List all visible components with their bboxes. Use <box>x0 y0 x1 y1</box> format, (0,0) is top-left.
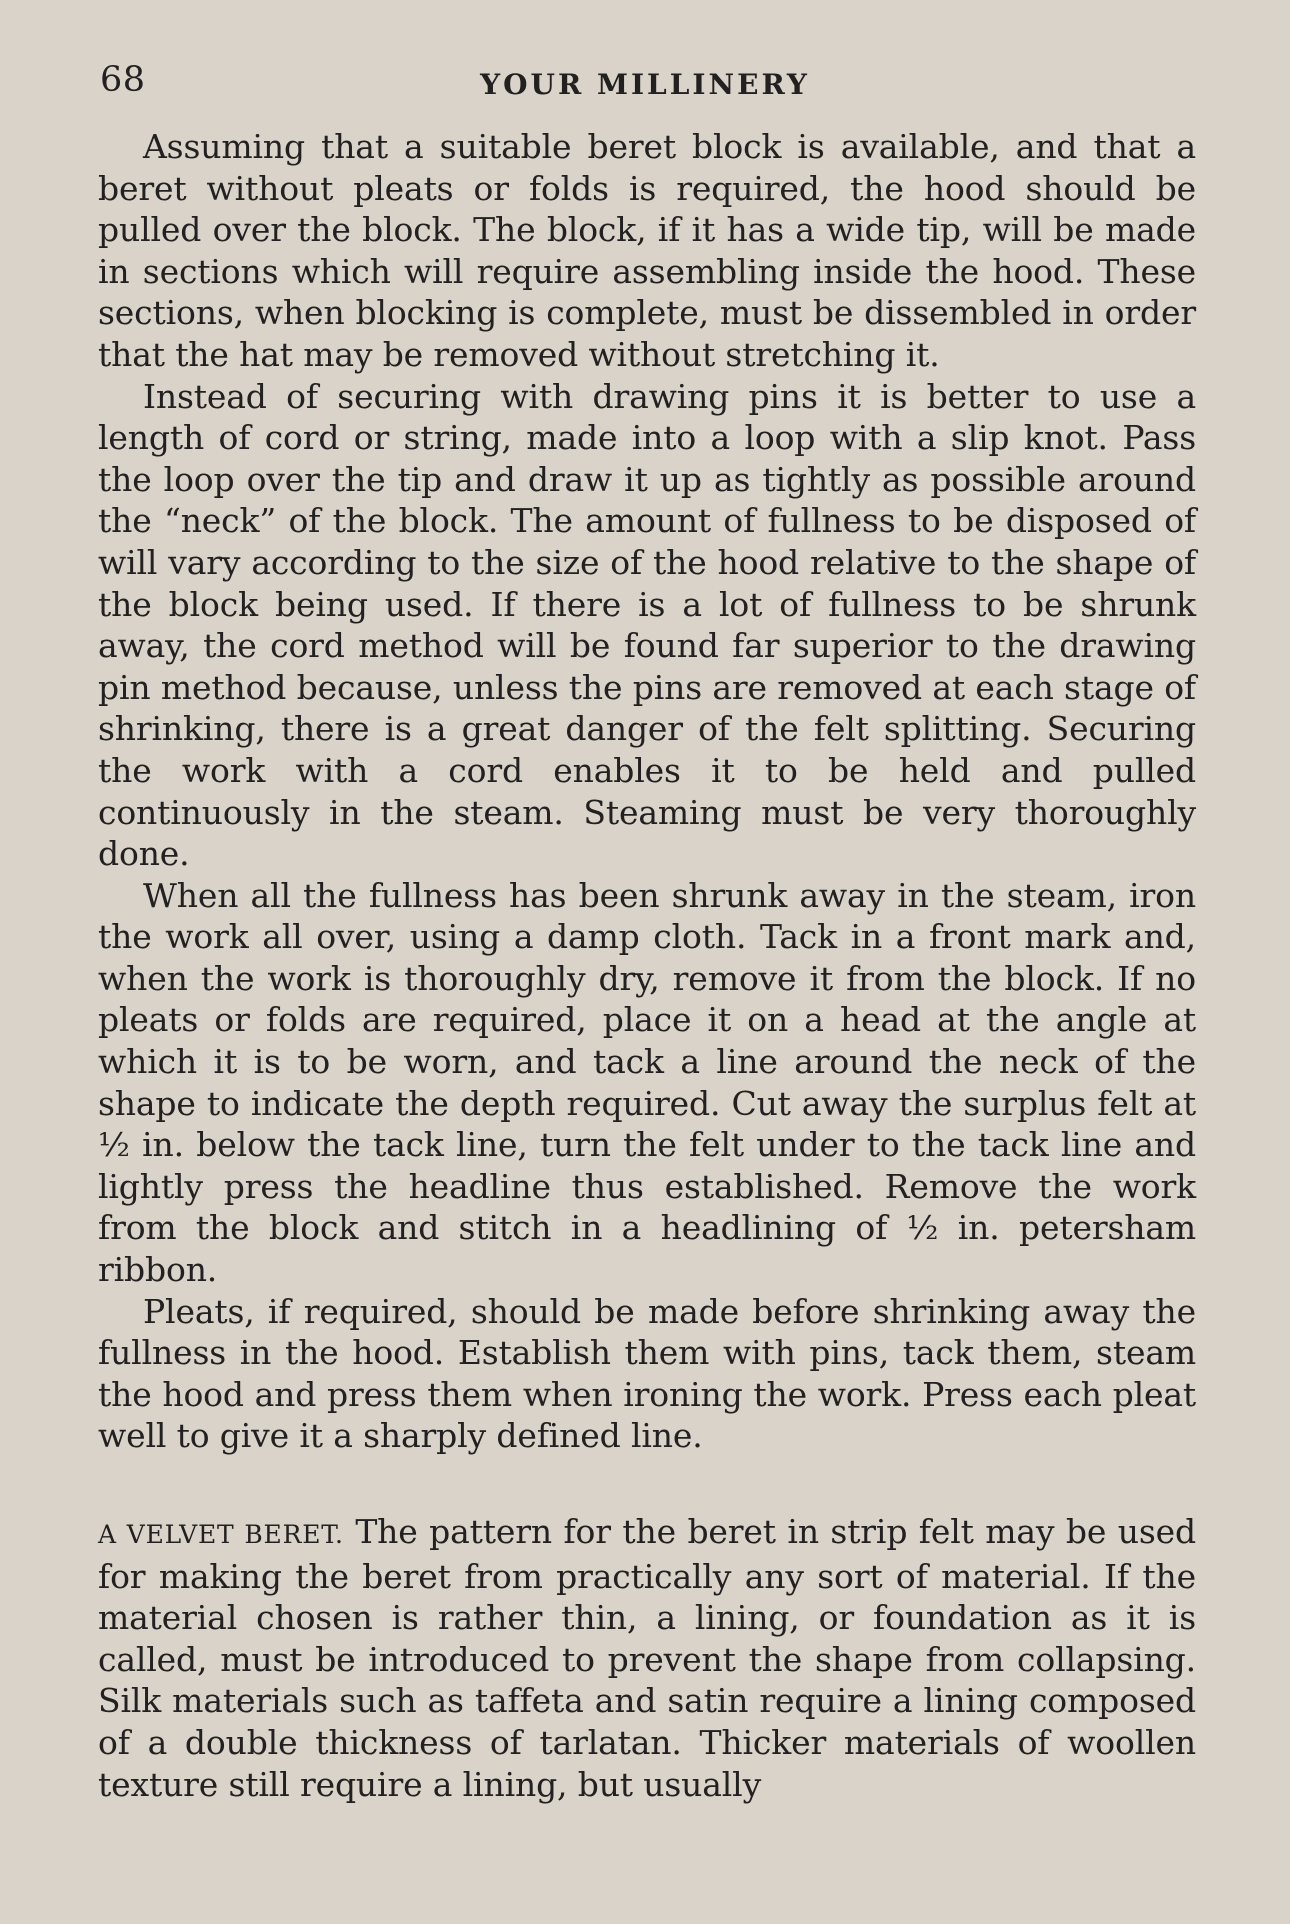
paragraph-pleats: Pleats, if required, should be made before shrinking away the fullness in the hood. Establish them with pins, tack them, steam the hood and press them when ironing the work. Press each pleat well to give it a sharply defined line. <box>98 1291 1196 1456</box>
running-head: YOUR MILLINERY <box>480 68 810 101</box>
section-text: The pattern for the beret in strip felt may be used for making the beret from practically any sort of material. If the material chosen is rather thin, a lining, or foundation as it is called, must be introduced to prevent the shape from collapsing. Silk materials such as taffeta and satin require a lining composed of a double thickness of tarlatan. Thicker materials of woollen texture still require a lining, but usually <box>98 1512 1196 1804</box>
page-number: 68 <box>100 60 146 100</box>
paragraph-beret-block: Assuming that a suitable beret block is available, and that a beret without pleats or folds is required, the hood should be pulled over the block. The block, if it has a wide tip, will be made in sections which will require assembling inside the hood. These sections, when blocking is complete, must be dissembled in order that the hat may be removed without stretching it. <box>98 127 1196 374</box>
body-text <box>98 126 1196 1805</box>
paragraph-ironing: When all the fullness has been shrunk away in the steam, iron the work all over, using a damp cloth. Tack in a front mark and, when the work is thoroughly dry, remove it from the block. If no pleats or folds are required, place it on a head at the angle at which it is to be worn, and tack a line around the neck of the shape to indicate the depth required. Cut away the surplus felt at ½ in. below the tack line, turn the felt under to the tack line and lightly press the headline thus established. Remove the work from the block and stitch in a headlining of ½ in. petersham ribbon. <box>98 875 1196 1290</box>
paragraph-velvet-beret <box>98 1511 1196 1805</box>
section-title: A VELVET BERET. <box>98 1520 344 1549</box>
paragraph-cord-method: Instead of securing with drawing pins it is better to use a length of cord or string, made into a loop with a slip knot. Pass the loop over the tip and draw it up as tightly as possible around the “neck” of the block. The amount of fullness to be disposed of will vary according to the size of the hood relative to the shape of the block being used. If there is a lot of fullness to be shrunk away, the cord method will be found far superior to the drawing pin method because, unless the pins are removed at each stage of shrinking, there is a great danger of the felt splitting. Securing the work with a cord enables it to be held and pulled continuously in the steam. Steaming must be very thoroughly done. <box>98 376 1196 874</box>
